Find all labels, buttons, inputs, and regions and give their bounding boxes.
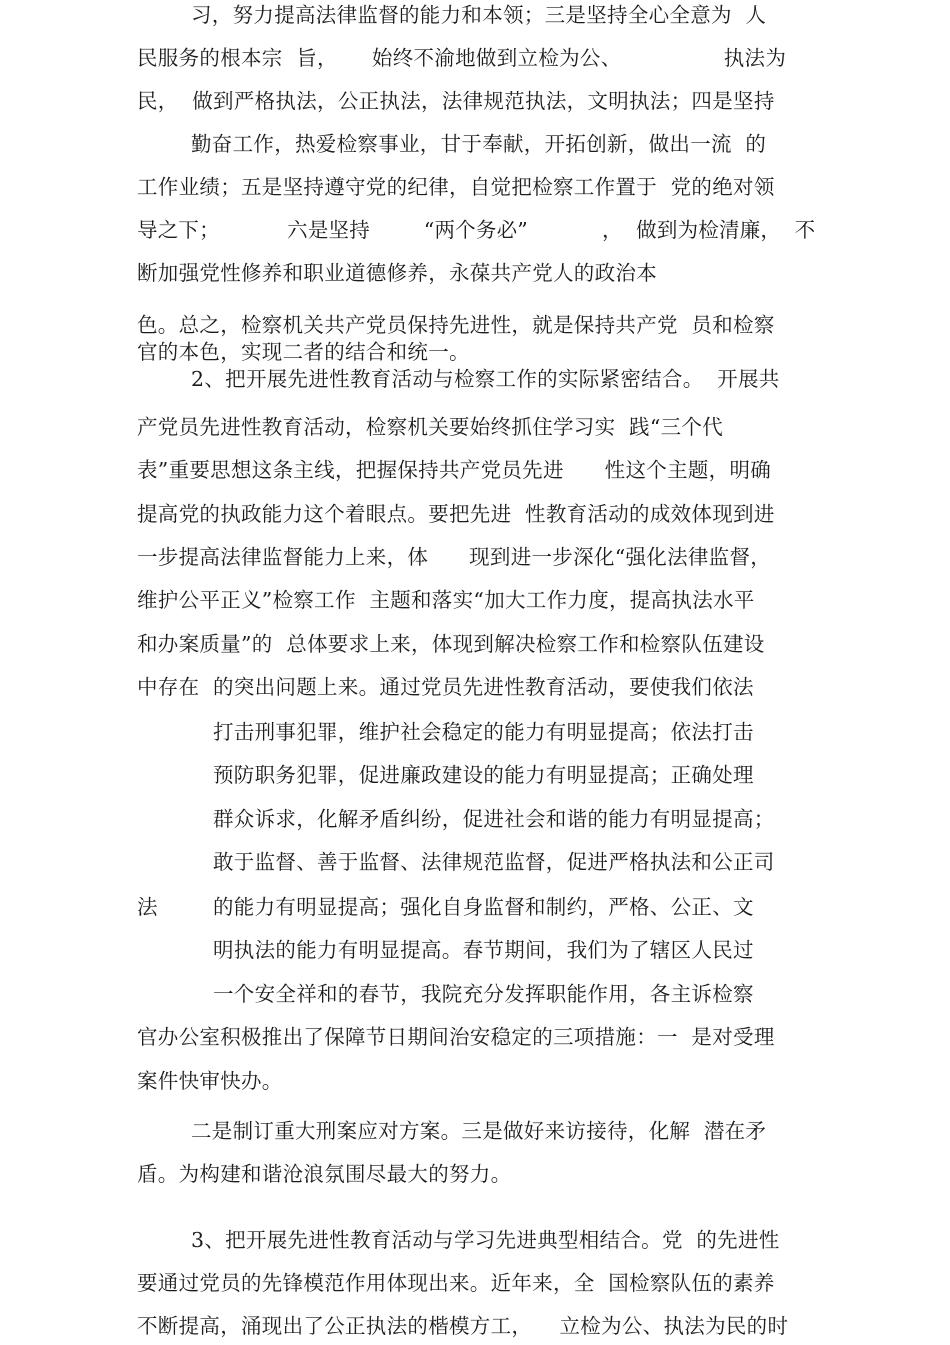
- text-line: 2、把开展先进性教育活动与检察工作的实际紧密结合。 开展共: [191, 367, 780, 391]
- text-line: 预防职务犯罪，促进廉政建设的能力有明显提高；正确处理: [213, 763, 754, 787]
- text-line: 官办公室积极推出了保障节日期间治安稳定的三项措施：一 是对受理: [137, 1025, 775, 1049]
- text-line: 民服务的根本宗 旨， 始终不渝地做到立检为公、 执法为: [137, 46, 787, 70]
- text-line: 打击刑事犯罪，维护社会稳定的能力有明显提高；依法打击: [213, 720, 754, 744]
- text-line: 断加强党性修养和职业道德修养，永葆共产党人的政治本: [137, 261, 657, 285]
- text-line: 敢于监督、善于监督、法律规范监督，促进严格执法和公正司: [213, 850, 775, 874]
- text-line: 和办案质量”的 总体要求上来，体现到解决检察工作和检察队伍建设: [137, 632, 765, 656]
- text-line: 色。总之，检察机关共产党员保持先进性，就是保持共产党 员和检察: [137, 313, 775, 337]
- text-line: 维护公平正义”检察工作 主题和落实“加大工作力度，提高执法水平: [137, 588, 755, 612]
- text-line: 提高党的执政能力这个着眼点。要把先进 性教育活动的成效体现到进: [137, 502, 775, 526]
- text-line: 工作业绩；五是坚持遵守党的纪律，自觉把检察工作置于 党的绝对领: [137, 175, 775, 199]
- text-line: 案件快审快办。: [137, 1069, 283, 1093]
- text-line: 的能力有明显提高；强化自身监督和制约，严格、公正、文: [213, 895, 754, 919]
- text-line: 要通过党员的先锋模范作用体现出来。近年来，全 国检察队伍的素养: [137, 1271, 775, 1295]
- text-line: 一步提高法律监督能力上来，体 现到进一步深化“强化法律监督，: [137, 545, 772, 569]
- text-line: 明执法的能力有明显提高。春节期间，我们为了辖区人民过: [213, 938, 754, 962]
- text-line: 3、把开展先进性教育活动与学习先进典型相结合。党 的先进性: [191, 1228, 780, 1252]
- text-line: 群众诉求，化解矛盾纠纷，促进社会和谐的能力有明显提高；: [213, 807, 775, 831]
- text-line: 习，努力提高法律监督的能力和本领；三是坚持全心全意为 人: [191, 3, 767, 27]
- text-line: 产党员先进性教育活动，检察机关要始终抓住学习实 践“三个代: [137, 415, 724, 439]
- text-line: 表”重要思想这条主线，把握保持共产党员先进 性这个主题，明确: [137, 458, 772, 482]
- text-line: 导之下； 六是坚持 “两个务必” ， 做到为检清廉， 不: [137, 218, 816, 242]
- text-line: 二是制订重大刑案应对方案。三是做好来访接待，化解 潜在矛: [191, 1119, 767, 1143]
- text-line: 中存在 的突出问题上来。通过党员先进性教育活动，要使我们依法: [137, 675, 754, 699]
- text-line: 不断提高，涌现出了公正执法的楷模方工， 立检为公、执法为民的时: [137, 1314, 789, 1338]
- text-line: 法: [137, 895, 158, 919]
- text-line: 一个安全祥和的春节，我院充分发挥职能作用，各主诉检察: [213, 982, 754, 1006]
- text-line: 官的本色，实现二者的结合和统一。: [137, 340, 470, 364]
- text-line: 民， 做到严格执法，公正执法，法律规范执法，文明执法；四是坚持: [137, 89, 775, 113]
- text-line: 勤奋工作，热爱检察事业，甘于奉献，开拓创新，做出一流 的: [191, 132, 767, 156]
- text-line: 盾。为构建和谐沧浪氛围尽最大的努力。: [137, 1162, 512, 1186]
